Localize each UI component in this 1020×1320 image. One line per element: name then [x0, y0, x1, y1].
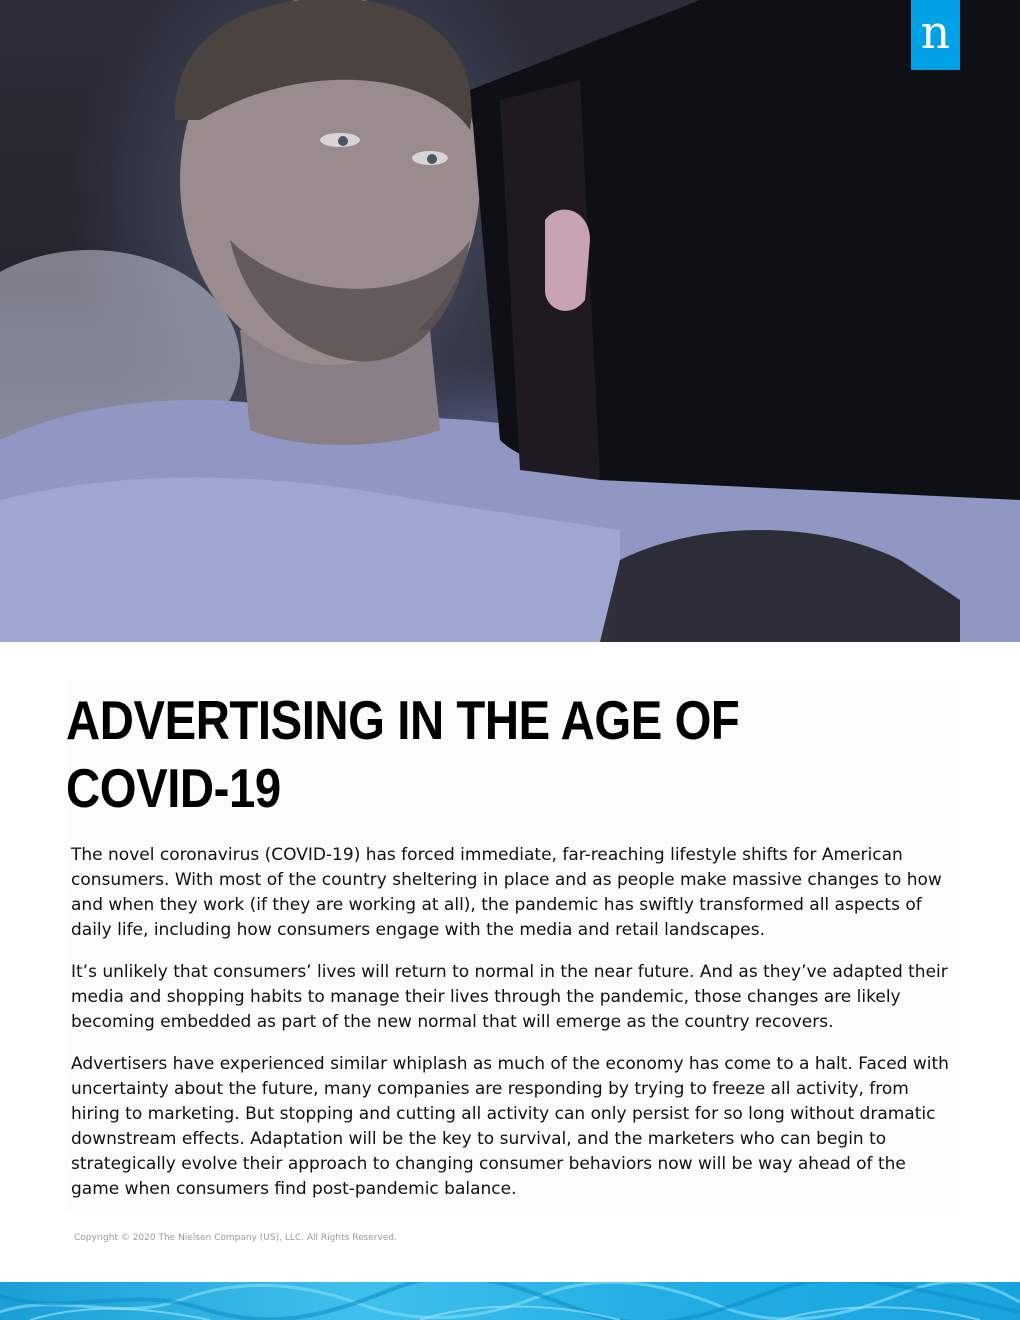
- wave-pattern-icon: [0, 1282, 1020, 1320]
- logo-letter: n: [920, 5, 951, 59]
- page-title: ADVERTISING IN THE AGE OF COVID-19: [66, 689, 740, 819]
- nielsen-logo-icon[interactable]: [911, 0, 960, 70]
- article-paragraph-2: It’s unlikely that consumers’ lives will return to normal in the near future. And as they’ve adapted their media and shopping habits to manage their lives through the pandemic, those changes are likely becoming embedded as part of the new normal that will emerge as the country recovers.: [71, 962, 948, 1032]
- article-paragraph-3: Advertisers have experienced similar whiplash as much of the economy has come to a halt. Faced with uncertainty about the future, many companies are responding by trying to freeze all activity, from hiring to marketing. But stopping and cutting all activity can only persist for so long without dramatic downstream effects. Adaptation will be the key to survival, and the marketers who can begin to strategically evolve their approach to changing consumer behaviors now will be way ahead of the game when consumers find post-pandemic balance.: [71, 1054, 949, 1199]
- copyright-notice: Copyright © 2020 The Nielsen Company (US), LLC. All Rights Reserved.: [74, 1233, 397, 1243]
- article-body: [71, 843, 951, 1219]
- hero-illustration: [0, 0, 1020, 642]
- hero-photo: [0, 0, 1020, 642]
- article-paragraph-1: The novel coronavirus (COVID-19) has forced immediate, far-reaching lifestyle shifts for American consumers. With most of the country sheltering in place and as people make massive changes to how and when they work (if they are working at all), the pandemic has swiftly transformed all aspects of daily life, including how consumers engage with the media and retail landscapes.: [71, 845, 942, 940]
- footer-wave-band: [0, 1282, 1020, 1320]
